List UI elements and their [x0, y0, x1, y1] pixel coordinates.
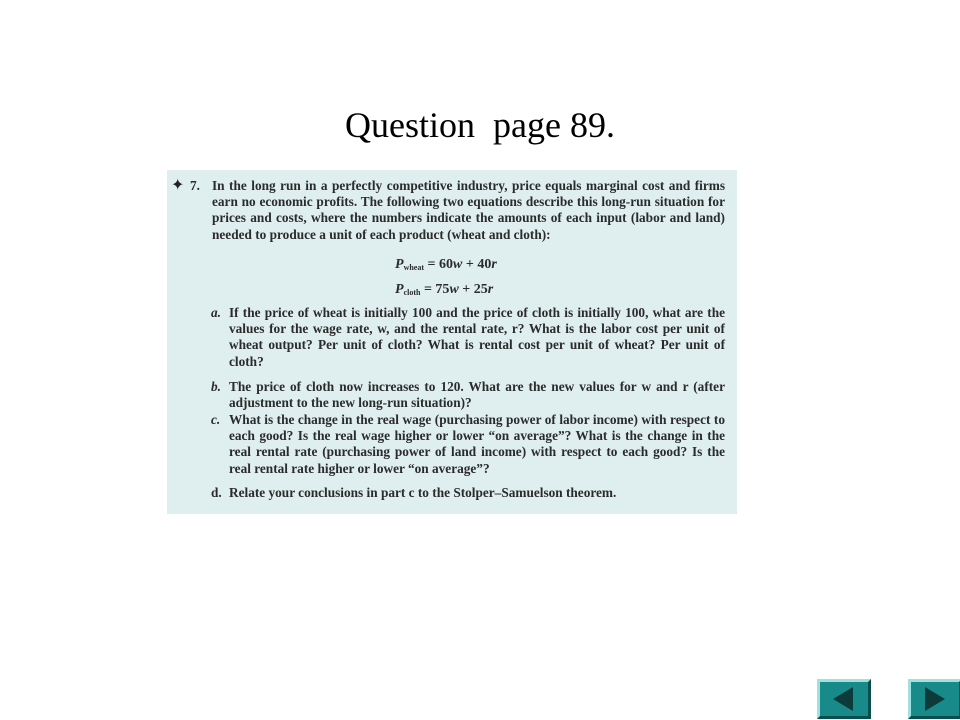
scanned-question-image [167, 170, 737, 514]
triangle-right-icon [911, 682, 959, 716]
part-label: b. [211, 379, 221, 394]
slide-title: Question page 89. [345, 105, 615, 145]
part-text: The price of cloth now increases to 120. What are the new values for w and r (after adjustment to the new long-run situation)? [229, 379, 725, 411]
equation-subscript: cloth [403, 288, 421, 297]
question-number: 7. [190, 178, 200, 193]
part-text: If the price of wheat is initially 100 and the price of cloth is initially 100, what are the values for the wage rate, w, and the rental rate, r? What is the labor cost per unit of wheat output? Per unit of cloth? What is rental cost per unit of wheat? Per unit of cloth? [229, 305, 725, 369]
question-part-c [211, 412, 725, 477]
question-part-d [211, 485, 725, 501]
equation-var-a: w [449, 282, 459, 297]
next-slide-button[interactable] [908, 679, 960, 719]
equation-var-b: r [491, 257, 497, 272]
equation-var-a: w [453, 257, 463, 272]
equation-coef-a: = 60 [424, 257, 453, 272]
diamond-bullet-icon: ✦ [171, 177, 185, 194]
question-part-a [211, 305, 725, 370]
equation-coef-b: + 40 [462, 257, 492, 272]
triangle-left-icon [820, 682, 868, 716]
question-intro: In the long run in a perfectly competitive industry, price equals marginal cost and firms earn no economic profits. The following two equations describe this long-run situation for prices and costs, where the numbers indicate the amounts of each input (labor and land) needed to produce a unit of each product (wheat and cloth): [212, 178, 725, 242]
question-part-b [211, 379, 725, 411]
equation-coef-b: + 25 [458, 282, 488, 297]
equation-var-b: r [487, 282, 494, 297]
previous-slide-button[interactable] [817, 679, 871, 719]
part-text: What is the change in the real wage (purchasing power of labor income) with respect to each good? Is the real wage higher or lower “on average”? What is the change in the real rental rate (purchasing power of land income) with respect to each good? Is the real rental rate higher or lower “on average”? [229, 412, 725, 476]
equation-wheat [395, 257, 497, 276]
part-label: d. [211, 485, 222, 500]
part-text: Relate your conclusions in part c to the Stolper–Samuelson theorem. [229, 485, 617, 500]
equation-lhs: P [395, 282, 404, 297]
part-label: a. [211, 305, 221, 320]
equation-subscript: wheat [403, 263, 425, 272]
equation-cloth [395, 282, 493, 301]
part-label: c. [211, 412, 221, 427]
equation-lhs: P [395, 257, 404, 272]
equation-coef-a: = 75 [420, 282, 450, 297]
